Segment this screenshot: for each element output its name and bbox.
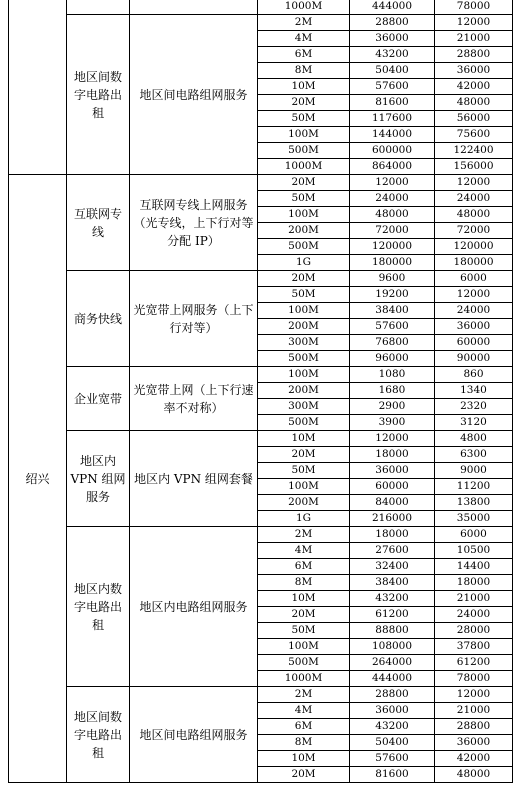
- product-cell: 企业宽带: [67, 367, 130, 431]
- bandwidth-cell: 6M: [258, 47, 350, 63]
- discount-price-cell: 4800: [435, 431, 513, 447]
- bandwidth-cell: 100M: [258, 639, 350, 655]
- price-cell: 50400: [350, 735, 435, 751]
- table-row: [9, 0, 513, 15]
- bandwidth-cell: 500M: [258, 239, 350, 255]
- price-cell: 60000: [350, 479, 435, 495]
- bandwidth-cell: 100M: [258, 127, 350, 143]
- bandwidth-cell: 500M: [258, 655, 350, 671]
- discount-price-cell: 180000: [435, 255, 513, 271]
- discount-price-cell: 13800: [435, 495, 513, 511]
- product-cell: 互联网专线: [67, 175, 130, 271]
- bandwidth-cell: 4M: [258, 703, 350, 719]
- discount-price-cell: 12000: [435, 687, 513, 703]
- discount-price-cell: 18000: [435, 575, 513, 591]
- discount-price-cell: 24000: [435, 191, 513, 207]
- discount-price-cell: 28000: [435, 623, 513, 639]
- service-cell: 光宽带上网（上下行速率不对称）: [130, 367, 258, 431]
- bandwidth-cell: 1000M: [258, 671, 350, 687]
- price-cell: 84000: [350, 495, 435, 511]
- price-cell: 1080: [350, 367, 435, 383]
- bandwidth-cell: 20M: [258, 95, 350, 111]
- discount-price-cell: 21000: [435, 703, 513, 719]
- discount-price-cell: 860: [435, 367, 513, 383]
- bandwidth-cell: 500M: [258, 351, 350, 367]
- price-cell: 50400: [350, 63, 435, 79]
- price-cell: 9600: [350, 271, 435, 287]
- product-cell: 地区内 VPN 组网服务: [67, 431, 130, 527]
- service-cell: [130, 0, 258, 15]
- discount-price-cell: 42000: [435, 751, 513, 767]
- discount-price-cell: 90000: [435, 351, 513, 367]
- discount-price-cell: 42000: [435, 79, 513, 95]
- discount-price-cell: 36000: [435, 319, 513, 335]
- bandwidth-cell: 8M: [258, 63, 350, 79]
- price-cell: 2900: [350, 399, 435, 415]
- bandwidth-cell: 10M: [258, 751, 350, 767]
- discount-price-cell: 28800: [435, 719, 513, 735]
- bandwidth-cell: 200M: [258, 383, 350, 399]
- bandwidth-cell: 20M: [258, 271, 350, 287]
- price-cell: 57600: [350, 751, 435, 767]
- tariff-table-body: [9, 0, 513, 783]
- discount-price-cell: 6000: [435, 527, 513, 543]
- discount-price-cell: 1340: [435, 383, 513, 399]
- bandwidth-cell: 50M: [258, 111, 350, 127]
- discount-price-cell: 12000: [435, 175, 513, 191]
- discount-price-cell: 48000: [435, 207, 513, 223]
- bandwidth-cell: 100M: [258, 479, 350, 495]
- price-cell: 32400: [350, 559, 435, 575]
- price-cell: 38400: [350, 575, 435, 591]
- price-cell: 36000: [350, 463, 435, 479]
- bandwidth-cell: 200M: [258, 495, 350, 511]
- bandwidth-cell: 50M: [258, 623, 350, 639]
- price-cell: 43200: [350, 719, 435, 735]
- price-cell: 19200: [350, 287, 435, 303]
- bandwidth-cell: 4M: [258, 31, 350, 47]
- price-cell: 96000: [350, 351, 435, 367]
- price-cell: 48000: [350, 207, 435, 223]
- table-row: [9, 687, 513, 703]
- price-cell: 76800: [350, 335, 435, 351]
- price-cell: 18000: [350, 527, 435, 543]
- price-cell: 600000: [350, 143, 435, 159]
- price-cell: 117600: [350, 111, 435, 127]
- discount-price-cell: 48000: [435, 95, 513, 111]
- bandwidth-cell: 20M: [258, 607, 350, 623]
- discount-price-cell: 37800: [435, 639, 513, 655]
- discount-price-cell: 12000: [435, 287, 513, 303]
- discount-price-cell: 12000: [435, 15, 513, 31]
- price-cell: 36000: [350, 31, 435, 47]
- discount-price-cell: 75600: [435, 127, 513, 143]
- discount-price-cell: 36000: [435, 735, 513, 751]
- product-cell: 地区间数字电路出租: [67, 687, 130, 783]
- price-cell: 444000: [350, 0, 435, 15]
- bandwidth-cell: 100M: [258, 367, 350, 383]
- discount-price-cell: 21000: [435, 31, 513, 47]
- discount-price-cell: 56000: [435, 111, 513, 127]
- bandwidth-cell: 6M: [258, 719, 350, 735]
- product-cell: 地区间数字电路出租: [67, 15, 130, 175]
- service-cell: 互联网专线上网服务（光专线，上下行对等分配 IP）: [130, 175, 258, 271]
- bandwidth-cell: 8M: [258, 735, 350, 751]
- region-cell: 绍兴: [9, 175, 67, 783]
- tariff-table: [8, 0, 513, 783]
- bandwidth-cell: 200M: [258, 223, 350, 239]
- discount-price-cell: 48000: [435, 767, 513, 783]
- price-cell: 12000: [350, 175, 435, 191]
- price-cell: 1680: [350, 383, 435, 399]
- price-cell: 27600: [350, 543, 435, 559]
- discount-price-cell: 61200: [435, 655, 513, 671]
- bandwidth-cell: 8M: [258, 575, 350, 591]
- price-cell: 28800: [350, 687, 435, 703]
- discount-price-cell: 21000: [435, 591, 513, 607]
- bandwidth-cell: 300M: [258, 399, 350, 415]
- price-cell: 38400: [350, 303, 435, 319]
- bandwidth-cell: 50M: [258, 463, 350, 479]
- table-row: [9, 175, 513, 191]
- price-cell: 444000: [350, 671, 435, 687]
- bandwidth-cell: 50M: [258, 191, 350, 207]
- discount-price-cell: 6300: [435, 447, 513, 463]
- discount-price-cell: 122400: [435, 143, 513, 159]
- price-cell: 81600: [350, 767, 435, 783]
- price-cell: 88800: [350, 623, 435, 639]
- price-cell: 108000: [350, 639, 435, 655]
- bandwidth-cell: 4M: [258, 543, 350, 559]
- bandwidth-cell: 500M: [258, 143, 350, 159]
- bandwidth-cell: 300M: [258, 335, 350, 351]
- price-cell: 12000: [350, 431, 435, 447]
- price-cell: 43200: [350, 591, 435, 607]
- discount-price-cell: 120000: [435, 239, 513, 255]
- product-cell: 地区内数字电路出租: [67, 527, 130, 687]
- price-cell: 180000: [350, 255, 435, 271]
- bandwidth-cell: 10M: [258, 79, 350, 95]
- bandwidth-cell: 10M: [258, 431, 350, 447]
- price-cell: 216000: [350, 511, 435, 527]
- discount-price-cell: 28800: [435, 47, 513, 63]
- service-cell: 地区间电路组网服务: [130, 687, 258, 783]
- price-cell: 144000: [350, 127, 435, 143]
- bandwidth-cell: 10M: [258, 591, 350, 607]
- discount-price-cell: 78000: [435, 671, 513, 687]
- bandwidth-cell: 50M: [258, 287, 350, 303]
- service-cell: 地区内 VPN 组网套餐: [130, 431, 258, 527]
- service-cell: 地区间电路组网服务: [130, 15, 258, 175]
- bandwidth-cell: 6M: [258, 559, 350, 575]
- bandwidth-cell: 2M: [258, 527, 350, 543]
- discount-price-cell: 6000: [435, 271, 513, 287]
- bandwidth-cell: 1G: [258, 511, 350, 527]
- bandwidth-cell: 20M: [258, 175, 350, 191]
- bandwidth-cell: 200M: [258, 319, 350, 335]
- discount-price-cell: 11200: [435, 479, 513, 495]
- discount-price-cell: 3120: [435, 415, 513, 431]
- discount-price-cell: 156000: [435, 159, 513, 175]
- price-cell: 61200: [350, 607, 435, 623]
- bandwidth-cell: 20M: [258, 447, 350, 463]
- table-row: [9, 431, 513, 447]
- discount-price-cell: 24000: [435, 303, 513, 319]
- bandwidth-cell: 1000M: [258, 0, 350, 15]
- price-cell: 264000: [350, 655, 435, 671]
- price-cell: 28800: [350, 15, 435, 31]
- region-cell: [9, 0, 67, 175]
- service-cell: 地区内电路组网服务: [130, 527, 258, 687]
- product-cell: 商务快线: [67, 271, 130, 367]
- bandwidth-cell: 100M: [258, 207, 350, 223]
- bandwidth-cell: 2M: [258, 687, 350, 703]
- discount-price-cell: 9000: [435, 463, 513, 479]
- discount-price-cell: 35000: [435, 511, 513, 527]
- price-cell: 120000: [350, 239, 435, 255]
- price-cell: 24000: [350, 191, 435, 207]
- price-cell: 18000: [350, 447, 435, 463]
- price-cell: 81600: [350, 95, 435, 111]
- price-cell: 57600: [350, 319, 435, 335]
- discount-price-cell: 24000: [435, 607, 513, 623]
- discount-price-cell: 78000: [435, 0, 513, 15]
- discount-price-cell: 10500: [435, 543, 513, 559]
- bandwidth-cell: 1000M: [258, 159, 350, 175]
- bandwidth-cell: 1G: [258, 255, 350, 271]
- price-cell: 72000: [350, 223, 435, 239]
- bandwidth-cell: 500M: [258, 415, 350, 431]
- price-cell: 864000: [350, 159, 435, 175]
- price-cell: 57600: [350, 79, 435, 95]
- discount-price-cell: 36000: [435, 63, 513, 79]
- bandwidth-cell: 20M: [258, 767, 350, 783]
- table-row: [9, 367, 513, 383]
- price-cell: 36000: [350, 703, 435, 719]
- discount-price-cell: 2320: [435, 399, 513, 415]
- product-cell: [67, 0, 130, 15]
- price-cell: 43200: [350, 47, 435, 63]
- discount-price-cell: 60000: [435, 335, 513, 351]
- service-cell: 光宽带上网服务（上下行对等）: [130, 271, 258, 367]
- table-row: [9, 271, 513, 287]
- bandwidth-cell: 2M: [258, 15, 350, 31]
- price-cell: 3900: [350, 415, 435, 431]
- bandwidth-cell: 100M: [258, 303, 350, 319]
- table-row: [9, 15, 513, 31]
- table-row: [9, 527, 513, 543]
- discount-price-cell: 14400: [435, 559, 513, 575]
- discount-price-cell: 72000: [435, 223, 513, 239]
